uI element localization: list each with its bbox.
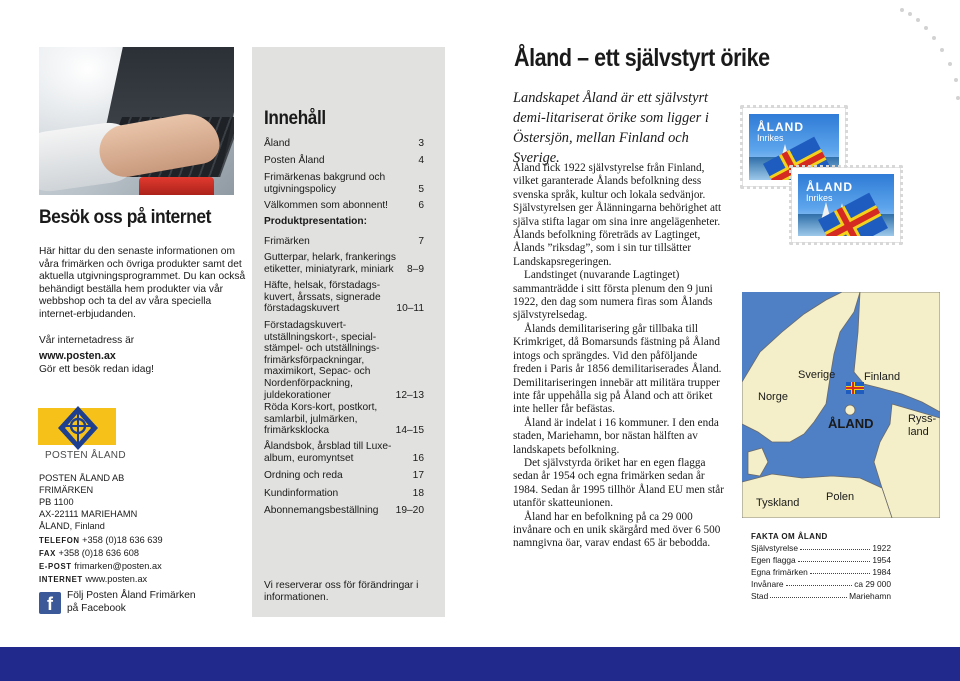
fact-key: Egen flagga — [751, 555, 796, 565]
postal-address — [39, 472, 137, 532]
stamp-country-label: ÅLAND — [806, 180, 853, 194]
article-paragraph: Åland har en befolkning på ca 29 000 invånare och en unik skärgård med över 6 500 namngivna öar, varav endast 65 är bebodda. — [513, 510, 721, 550]
toc-item[interactable] — [264, 155, 424, 167]
contact-phone — [39, 534, 163, 547]
toc-item-text: Frimärken — [264, 236, 310, 247]
address-line: ÅLAND, Finland — [39, 521, 105, 531]
toc-item-page: 16 — [412, 452, 424, 464]
address-line: AX-22111 MARIEHAMN — [39, 509, 138, 519]
fact-row — [751, 543, 891, 553]
stamp-aland-2 — [792, 168, 900, 242]
fact-value: Mariehamn — [849, 591, 891, 601]
fact-key: Stad — [751, 591, 769, 601]
facebook-follow-text[interactable]: Följ Posten Åland Frimärken på Facebook — [67, 590, 196, 614]
article-paragraph: Åland är indelat i 16 kommuner. I den enda staden, Mariehamn, bor nästan hälften av landskapets befolkning. — [513, 416, 719, 456]
toc-item[interactable] — [264, 320, 424, 401]
fact-key: Invånare — [751, 579, 784, 589]
posten-logo-text: POSTEN ÅLAND — [45, 450, 126, 461]
toc-item[interactable] — [264, 200, 424, 212]
toc-item-page: 17 — [412, 470, 424, 481]
map-label-germany: Tyskland — [756, 497, 800, 509]
toc-item-text: Ordning och reda — [264, 470, 343, 481]
lead-paragraph: Landskapet Åland är ett självstyrt demi-litariserat örike som ligger i Östersjön, mellan Finland och Sverige. — [513, 90, 709, 166]
stamp-value-label: Inrikes — [806, 193, 833, 203]
map-label-norway: Norge — [758, 391, 788, 403]
toc-item[interactable] — [264, 236, 424, 248]
toc-item-text: Kundinformation — [264, 488, 339, 499]
contact-email — [39, 560, 163, 573]
laptop-photo — [39, 47, 234, 195]
fact-value: 1922 — [872, 543, 891, 553]
contact-internet — [39, 573, 163, 586]
map-label-poland: Polen — [826, 491, 855, 503]
map-label-russia-2: land — [908, 426, 929, 438]
toc-item-page: 12–13 — [395, 389, 424, 401]
address-line: PB 1100 — [39, 497, 74, 507]
footer-band — [0, 647, 960, 681]
toc-item-page: 10–11 — [396, 303, 424, 315]
toc-item[interactable] — [264, 252, 424, 275]
toc-item-page: 3 — [418, 138, 424, 149]
article-paragraph: Åland fick 1922 självstyrelse från Finland, vilket garanterade Ålands befolkning dess svenska språk, kultur och lokala sedvänjor. Självstyrelsen ger Ålänningarna behörighet att själva stifta lagar om sina inre angelägenheter. Ålands befolkning företräds av Lagtinget, Ålands ”riksdag”, som i sin tur tillsätter Landskapsregeringen. — [513, 162, 722, 268]
page-title: Åland – ett självstyrt örike — [514, 44, 770, 72]
toc-item-page: 8–9 — [407, 263, 424, 275]
contact-value[interactable]: +358 (0)18 636 639 — [82, 535, 163, 545]
toc-disclaimer: Vi reserverar oss för förändringar i informationen. — [264, 580, 419, 603]
toc-item-text: Åland — [264, 138, 291, 149]
contact-label: INTERNET — [39, 575, 83, 584]
toc-item-page: 6 — [418, 200, 424, 211]
toc-item[interactable] — [264, 470, 424, 482]
toc-title: Innehåll — [264, 108, 326, 129]
contact-label: TELEFON — [39, 536, 80, 545]
facts-title: FAKTA OM ÅLAND — [751, 532, 828, 541]
toc-item-text: Produktpresentation: — [264, 216, 368, 227]
toc-item-page: 5 — [418, 183, 424, 195]
visit-body: Här hittar du den senaste informationen om våra frimärken och övriga produkter samt det aktuella utgivningsprogrammet. Du kan också behändigt beställa hem produkter via vår webbshop och ta del av våra speciella internet-erbjudanden. — [39, 246, 246, 320]
address-line: POSTEN ÅLAND AB — [39, 473, 125, 483]
toc-item[interactable] — [264, 172, 424, 195]
web-visit-cta: Gör ett besök redan idag! — [39, 364, 154, 375]
map-label-sweden: Sverige — [798, 369, 836, 381]
stamp-value-label: Inrikes — [757, 133, 784, 143]
fact-value: 1954 — [872, 555, 891, 565]
fact-value: ca 29 000 — [854, 579, 891, 589]
toc-item-text: Frimärkenas bakgrund och utgivningspolicy — [264, 172, 386, 195]
toc-section-heading — [264, 216, 424, 228]
toc-item[interactable] — [264, 441, 424, 464]
toc-item-text: Posten Åland — [264, 155, 325, 166]
facebook-icon[interactable]: f — [39, 592, 61, 614]
toc-item[interactable] — [264, 488, 424, 500]
toc-item-text: Gutterpar, helark, frankerings etiketter, miniatyrark, miniark — [264, 252, 396, 275]
map-label-finland: Finland — [864, 371, 901, 383]
contact-list — [39, 534, 163, 586]
fact-row — [751, 567, 891, 577]
toc-item[interactable] — [264, 280, 424, 315]
toc-item-text: Ålandsbok, årsblad till Luxe-album, euromyntset — [264, 441, 392, 464]
aland-flag-icon — [846, 382, 864, 394]
fact-row — [751, 579, 891, 589]
article-paragraph: Ålands demilitarisering går tillbaka till Krimkriget, då Bomarsunds fästning på Åland intogs och sprängdes. Vid den påföljande freden i Paris år 1856 demilitariserades Åland. Demilitariseringen innebär att militära trupper inte får uppehålla sig på Åland och att öriket inte heller får befästas. — [513, 322, 722, 416]
contact-value[interactable]: frimarken@posten.ax — [74, 561, 162, 571]
map-label-aland: ÅLAND — [828, 416, 874, 431]
toc-item-text: Välkommen som abonnent! — [264, 200, 389, 211]
contact-value[interactable]: www.posten.ax — [85, 574, 148, 584]
stamp-country-label: ÅLAND — [757, 120, 804, 134]
web-address-label: Vår internetadress är — [39, 335, 135, 346]
fact-key: Egna frimärken — [751, 567, 808, 577]
address-line: FRIMÄRKEN — [39, 485, 94, 495]
toc-item-text: Häfte, helsak, förstadags-kuvert, årssats, signerade förstadagskuvert — [264, 280, 381, 315]
article-paragraph: Det självstyrda öriket har en egen flagga sedan år 1954 och egna frimärken sedan år 1984. Sedan år 1995 tillhör Åland EU men står utanför skatteunionen. — [513, 456, 724, 510]
fact-value: 1984 — [872, 567, 891, 577]
decorative-dot-frame — [900, 0, 960, 681]
contact-label: E-POST — [39, 562, 72, 571]
web-address-link[interactable]: www.posten.ax — [39, 350, 116, 362]
fact-row — [751, 555, 891, 565]
toc-item[interactable] — [264, 505, 424, 517]
toc-item-page: 14–15 — [395, 425, 424, 437]
map-label-russia-1: Ryss- — [908, 413, 937, 425]
toc-item[interactable] — [264, 138, 424, 150]
toc-item-text: Abonnemangsbeställning — [264, 505, 379, 516]
contact-label: FAX — [39, 549, 56, 558]
article-paragraph: Landstinget (nuvarande Lagtinget) sammanträdde i sitt första plenum den 9 juni 1922, den dag som numera firas som Ålands självstyrelsedag. — [513, 269, 713, 322]
article-body — [513, 162, 726, 551]
toc-item-page: 18 — [412, 488, 424, 499]
posten-emblem-icon — [56, 404, 100, 452]
fact-row — [751, 591, 891, 601]
fact-key: Självstyrelse — [751, 543, 799, 553]
toc-item-page: 19–20 — [395, 505, 424, 516]
toc-item-page: 7 — [418, 236, 424, 247]
toc-item-page: 4 — [418, 155, 424, 166]
contact-fax — [39, 547, 163, 560]
toc-item-text: Röda Kors-kort, postkort, samlarbil, julmärken, frimärksklocka — [264, 402, 378, 437]
toc-item[interactable] — [264, 402, 424, 437]
contact-value: +358 (0)18 636 608 — [58, 548, 139, 558]
visit-title: Besök oss på internet — [39, 207, 211, 228]
toc-item-text: Förstadagskuvert-utställningskort-, special-stämpel- och utställnings-frimärksförpackningar, maximikort, Sepac- och Nordenförpackning, juldekorationer — [264, 320, 380, 401]
